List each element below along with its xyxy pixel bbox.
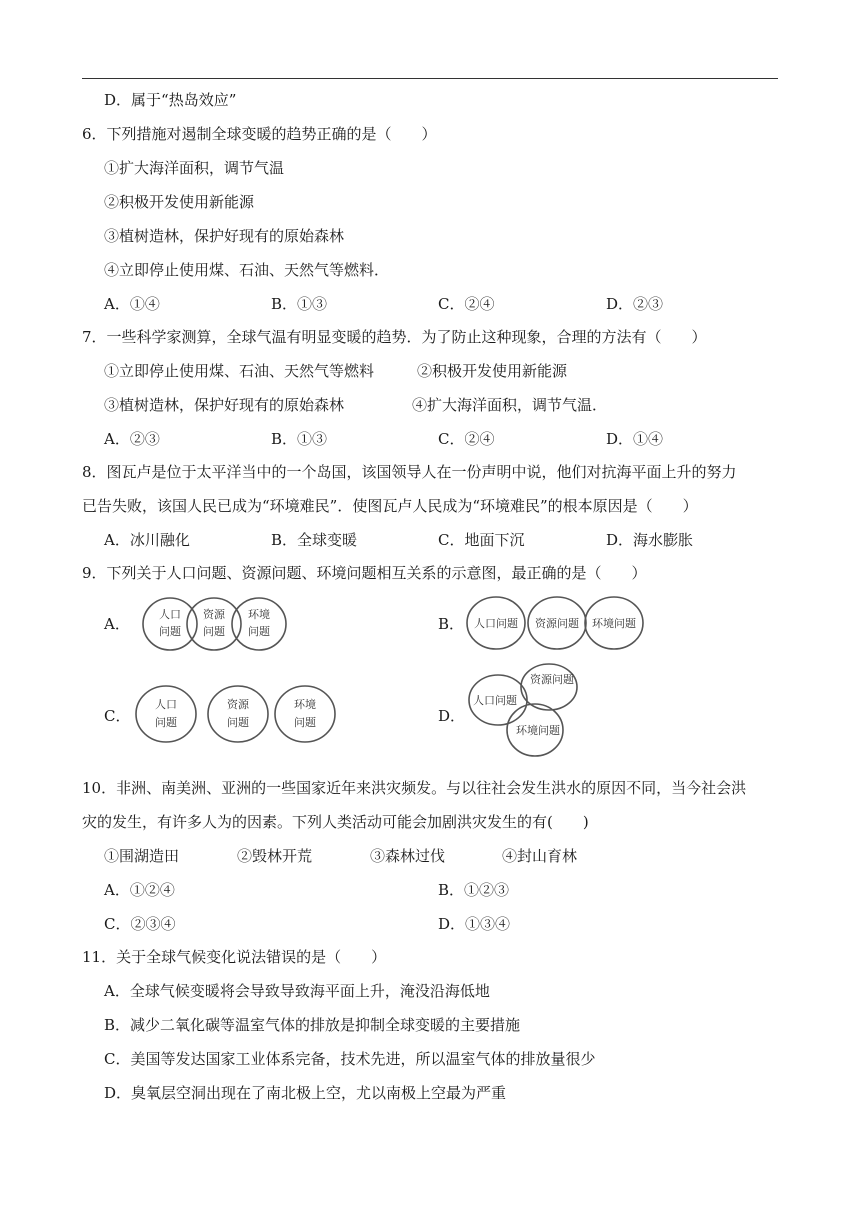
q7-item-4: ④扩大海洋面积，调节气温． xyxy=(412,396,608,414)
diagram-d-text: 人口问题 xyxy=(473,694,517,707)
q7-option-a: A．②③ xyxy=(104,430,160,448)
diagram-c-text: 人口 xyxy=(155,698,177,711)
diagram-c-text: 问题 xyxy=(227,716,249,729)
q8-option-c: C．地面下沉 xyxy=(438,531,525,549)
q10-stem-line2: 灾的发生，有许多人为的因素。下列人类活动可能会加剧洪灾发生的有( ) xyxy=(82,813,589,831)
q10-stem-line1: 10．非洲、南美洲、亚洲的一些国家近年来洪灾频发。与以往社会发生洪水的原因不同，当今社会洪 xyxy=(82,779,747,797)
diagram-a-text: 问题 xyxy=(248,625,270,638)
q10-option-b: B．①②③ xyxy=(438,881,510,899)
q6-option-c: C．②④ xyxy=(438,295,495,313)
diagram-a-text: 人口 xyxy=(159,608,181,621)
q9-diagram-d xyxy=(466,663,580,759)
q9-stem: 9．下列关于人口问题、资源问题、环境问题相互关系的示意图，最正确的是（ ） xyxy=(82,564,647,582)
diagram-a-circle-3 xyxy=(232,598,286,650)
q6-option-a: A．①④ xyxy=(104,295,160,313)
diagram-b-text: 人口问题 xyxy=(474,617,518,630)
diagram-c-circle-2 xyxy=(208,686,268,742)
diagram-a-text: 资源 xyxy=(203,608,225,621)
diagram-c-text: 问题 xyxy=(294,716,316,729)
q11-stem: 11．关于全球气候变化说法错误的是（ ） xyxy=(82,948,387,966)
q11-option-b: B．减少二氧化碳等温室气体的排放是抑制全球变暖的主要措施 xyxy=(104,1016,521,1034)
diagram-b-text: 环境问题 xyxy=(592,617,636,630)
diagram-c-text: 环境 xyxy=(294,698,316,711)
diagram-a-text: 问题 xyxy=(203,625,225,638)
q10-item-2: ②毁林开荒 xyxy=(237,847,313,865)
q11-option-d: D．臭氧层空洞出现在了南北极上空，尤以南极上空最为严重 xyxy=(104,1084,507,1102)
q8-option-d: D．海水膨胀 xyxy=(606,531,694,549)
q6-option-b: B．①③ xyxy=(271,295,328,313)
q9-label-a: A． xyxy=(104,615,130,633)
diagram-a-text: 问题 xyxy=(159,625,181,638)
diagram-b-text: 资源问题 xyxy=(535,617,579,630)
q10-option-a: A．①②④ xyxy=(104,881,175,899)
diagram-c-circle-3 xyxy=(275,686,335,742)
q8-option-a: A．冰川融化 xyxy=(104,531,190,549)
q6-item-2: ②积极开发使用新能源 xyxy=(104,193,255,211)
q6-stem: 6．下列措施对遏制全球变暖的趋势正确的是（ ） xyxy=(82,125,437,143)
q6-item-3: ③植树造林，保护好现有的原始森林 xyxy=(104,227,345,245)
q11-option-c: C．美国等发达国家工业体系完备，技术先进，所以温室气体的排放量很少 xyxy=(104,1050,596,1068)
q7-item-2: ②积极开发使用新能源 xyxy=(417,362,568,380)
q8-stem-line1: 8．图瓦卢是位于太平洋当中的一个岛国，该国领导人在一份声明中说，他们对抗海平面上升的努力 xyxy=(82,463,737,481)
diagram-a-circle-2 xyxy=(187,598,241,650)
q5-option-d: D．属于“热岛效应” xyxy=(104,91,237,109)
q9-diagram-b xyxy=(466,596,648,652)
q9-diagram-a xyxy=(132,596,277,652)
q8-option-b: B．全球变暖 xyxy=(271,531,358,549)
q7-option-b: B．①③ xyxy=(271,430,328,448)
q7-stem: 7．一些科学家测算，全球气温有明显变暖的趋势．为了防止这种现象，合理的方法有（ ） xyxy=(82,328,707,346)
q6-option-d: D．②③ xyxy=(606,295,664,313)
q10-option-d: D．①③④ xyxy=(438,915,511,933)
diagram-c-text: 问题 xyxy=(155,716,177,729)
diagram-d-circle-2 xyxy=(521,664,577,710)
q10-option-c: C．②③④ xyxy=(104,915,176,933)
diagram-d-text: 环境问题 xyxy=(516,724,560,737)
q9-diagram-c xyxy=(134,684,338,744)
diagram-d-text: 资源问题 xyxy=(530,673,574,686)
header-rule xyxy=(82,78,778,79)
q8-stem-line2: 已告失败，该国人民已成为“环境难民”．使图瓦卢人民成为“环境难民”的根本原因是（ ） xyxy=(82,497,698,515)
q7-option-c: C．②④ xyxy=(438,430,495,448)
diagram-a-text: 环境 xyxy=(248,608,270,621)
q9-label-d: D． xyxy=(438,707,466,725)
q10-item-3: ③森林过伐 xyxy=(370,847,446,865)
q10-item-4: ④封山育林 xyxy=(502,847,578,865)
diagram-c-circle-1 xyxy=(136,686,196,742)
diagram-a-circle-1 xyxy=(143,598,197,650)
q6-item-1: ①扩大海洋面积，调节气温 xyxy=(104,159,285,177)
q7-item-3: ③植树造林，保护好现有的原始森林 xyxy=(104,396,345,414)
q6-item-4: ④立即停止使用煤、石油、天然气等燃料． xyxy=(104,261,390,279)
diagram-c-text: 资源 xyxy=(227,698,249,711)
q11-option-a: A．全球气候变暖将会导致导致海平面上升，淹没沿海低地 xyxy=(104,982,490,1000)
q9-label-c: C． xyxy=(104,707,131,725)
q10-item-1: ①围湖造田 xyxy=(104,847,180,865)
q7-option-d: D．①④ xyxy=(606,430,664,448)
q9-label-b: B． xyxy=(438,615,465,633)
q7-item-1: ①立即停止使用煤、石油、天然气等燃料 xyxy=(104,362,375,380)
